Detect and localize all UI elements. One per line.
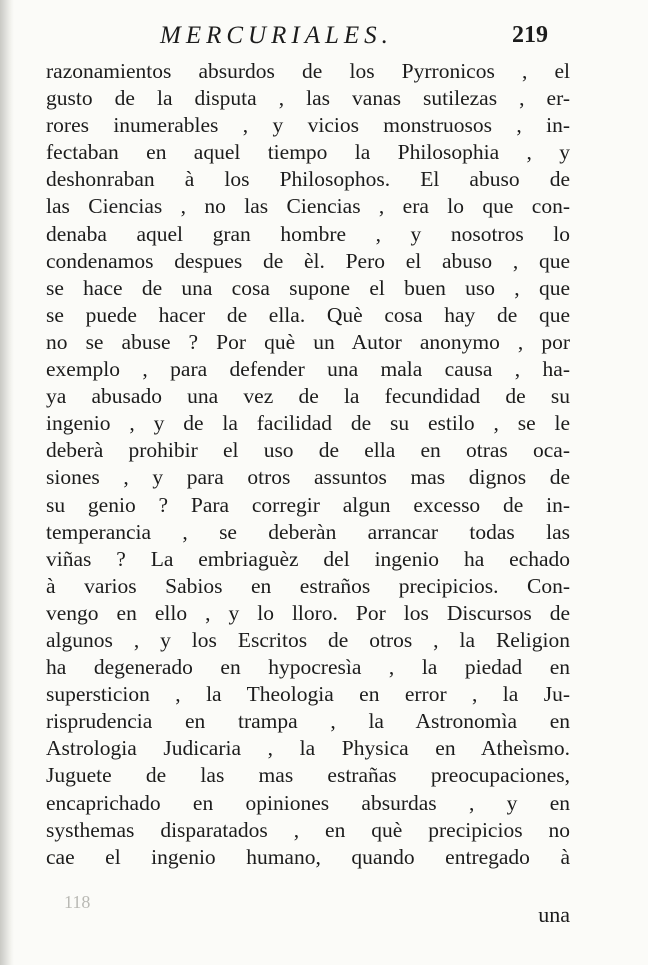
text-line: denaba aquel gran hombre , y nosotros lo <box>46 221 570 246</box>
text-line: fectaban en aquel tiempo la Philosophia , y <box>46 140 570 165</box>
text-line: ingenio , y de la facilidad de su estilo , se le <box>46 411 570 436</box>
text-line: razonamientos absurdos de los Pyrronicos , el <box>46 59 570 83</box>
text-line: gusto de la disputa , las vanas sutilezas , er- <box>46 86 570 111</box>
text-line: supersticion , la Theologia en error , la Ju- <box>46 682 570 707</box>
text-line: risprudencia en trampa , la Astronomìa en <box>46 709 570 734</box>
text-line: algunos , y los Escritos de otros , la Religion <box>46 627 570 652</box>
text-line: deberà prohibir el uso de ella en otras oca- <box>46 438 570 463</box>
text-line: su genio ? Para corregir algun excesso de in- <box>46 492 570 517</box>
text-line: temperancia , se deberàn arrancar todas las <box>46 519 570 544</box>
text-line: cae el ingenio humano, quando entregado à <box>46 844 570 869</box>
text-line: Juguete de las mas estrañas preocupaciones, <box>46 763 570 788</box>
gutter-shadow <box>0 0 14 965</box>
text-line: à varios Sabios en estraños precipicios. Con- <box>46 573 570 598</box>
text-line: deshonraban à los Philosophos. El abuso de <box>46 167 570 192</box>
text-line: se hace de una cosa supone el buen uso , que <box>46 275 570 300</box>
text-line: exemplo , para defender una mala causa , ha- <box>46 357 570 382</box>
text-line: se puede hacer de ella. Què cosa hay de que <box>46 302 570 327</box>
text-line: vengo en ello , y lo lloro. Por los Discursos de <box>46 600 570 625</box>
body-text <box>46 58 570 871</box>
text-line: siones , y para otros assuntos mas dignos de <box>46 465 570 490</box>
text-line: Astrologia Judicaria , la Physica en Atheìsmo. <box>46 736 570 761</box>
text-line: ya abusado una vez de la fecundidad de su <box>46 384 570 409</box>
catchword: una <box>538 902 570 927</box>
page-number: 219 <box>512 22 548 48</box>
page-header <box>160 22 560 62</box>
text-line: encaprichado en opiniones absurdas , y en <box>46 790 570 815</box>
text-line: systhemas disparatados , en què precipicios no <box>46 817 570 842</box>
text-line: ha degenerado en hypocresìa , la piedad en <box>46 655 570 680</box>
running-head: MERCURIALES. <box>160 22 393 49</box>
text-line: no se abuse ? Por què un Autor anonymo , por <box>46 329 570 354</box>
text-line: rores inumerables , y vicios monstruosos , in- <box>46 113 570 138</box>
text-line: las Ciencias , no las Ciencias , era lo que con- <box>46 194 570 219</box>
text-line: condenamos despues de èl. Pero el abuso , que <box>46 248 570 273</box>
text-line: viñas ? La embriaguèz del ingenio ha echado <box>46 546 570 571</box>
faint-mark: 118 <box>64 892 91 912</box>
